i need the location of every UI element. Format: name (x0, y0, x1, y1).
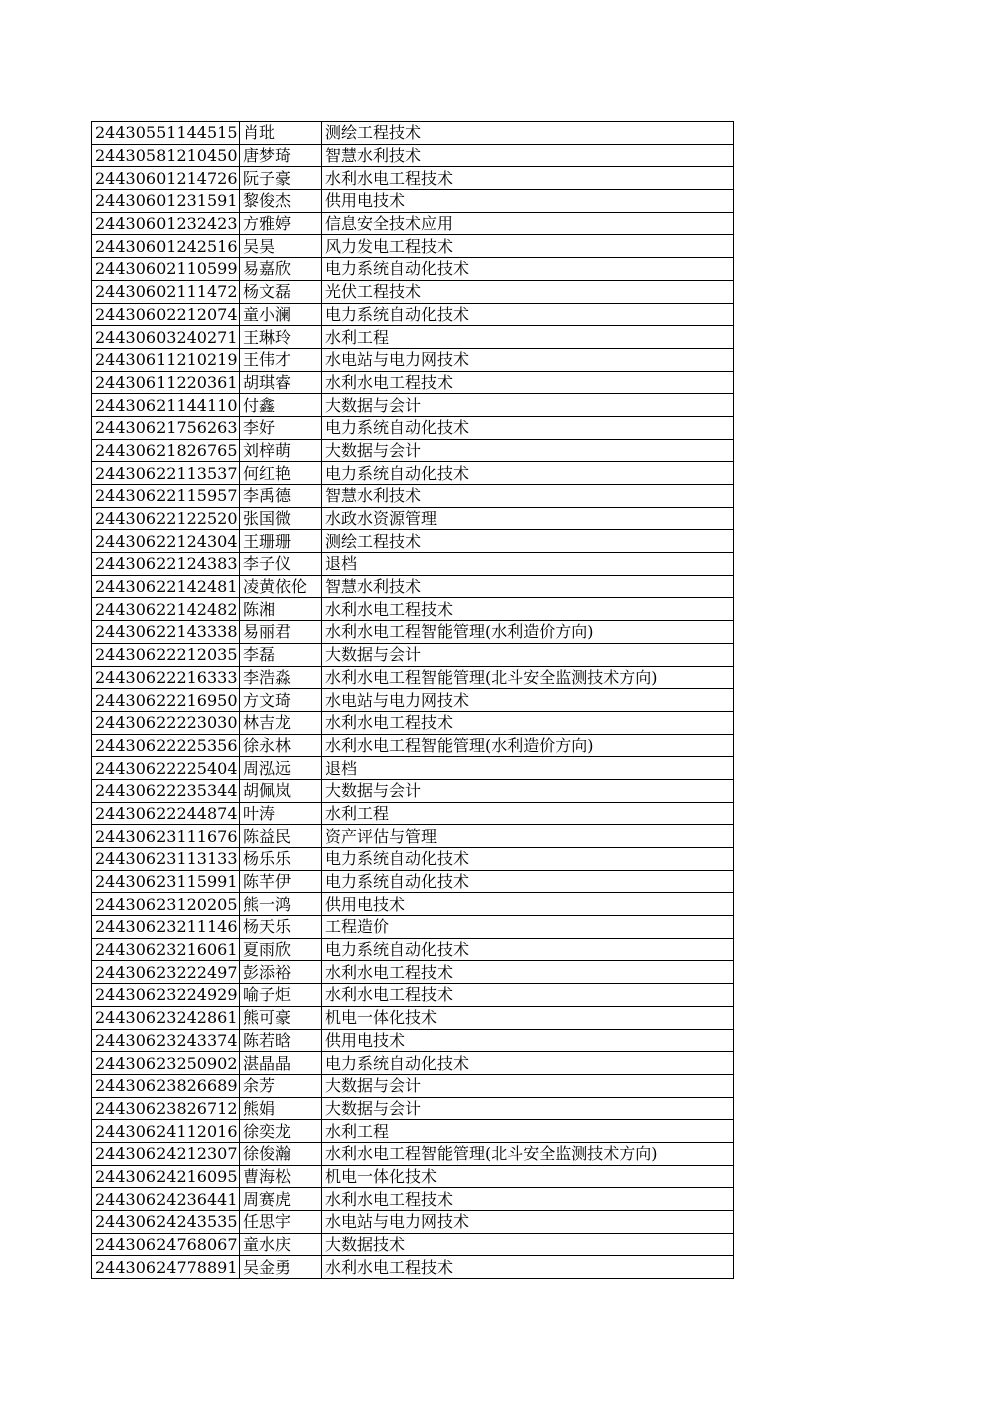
major-cell: 光伏工程技术 (322, 280, 734, 303)
table-row (92, 734, 734, 757)
student-name-cell: 徐俊瀚 (240, 1142, 322, 1165)
student-id-cell: 24430623826712 (92, 1097, 240, 1120)
table-row (92, 916, 734, 939)
student-name-cell: 王琳玲 (240, 326, 322, 349)
table-row (92, 779, 734, 802)
student-id-cell: 24430623242861 (92, 1006, 240, 1029)
table-row (92, 621, 734, 644)
major-cell: 退档 (322, 757, 734, 780)
student-name-cell: 何红艳 (240, 462, 322, 485)
student-id-cell: 24430602212074 (92, 303, 240, 326)
table-row (92, 1052, 734, 1075)
student-id-cell: 24430621144110 (92, 394, 240, 417)
table-row (92, 167, 734, 190)
table-row (92, 235, 734, 258)
student-name-cell: 王珊珊 (240, 530, 322, 553)
student-id-cell: 24430621826765 (92, 439, 240, 462)
major-cell: 水利水电工程技术 (322, 711, 734, 734)
table-row (92, 961, 734, 984)
major-cell: 水利水电工程技术 (322, 961, 734, 984)
table-row (92, 1029, 734, 1052)
student-name-cell: 夏雨欣 (240, 938, 322, 961)
student-id-cell: 24430622225356 (92, 734, 240, 757)
student-id-cell: 24430623115991 (92, 870, 240, 893)
major-cell: 水利水电工程技术 (322, 371, 734, 394)
major-cell: 水利水电工程技术 (322, 167, 734, 190)
student-id-cell: 24430624112016 (92, 1120, 240, 1143)
table-row (92, 825, 734, 848)
major-cell: 水电站与电力网技术 (322, 689, 734, 712)
major-cell: 资产评估与管理 (322, 825, 734, 848)
table-row (92, 258, 734, 281)
major-cell: 大数据与会计 (322, 643, 734, 666)
major-cell: 水政水资源管理 (322, 507, 734, 530)
table-row (92, 757, 734, 780)
student-name-cell: 徐永林 (240, 734, 322, 757)
student-id-cell: 24430623216061 (92, 938, 240, 961)
major-cell: 测绘工程技术 (322, 122, 734, 145)
major-cell: 风力发电工程技术 (322, 235, 734, 258)
student-name-cell: 李禹德 (240, 485, 322, 508)
student-id-cell: 24430622216333 (92, 666, 240, 689)
table-row (92, 394, 734, 417)
student-id-cell: 24430622212035 (92, 643, 240, 666)
student-name-cell: 陈芊伊 (240, 870, 322, 893)
student-name-cell: 林吉龙 (240, 711, 322, 734)
table-row (92, 1233, 734, 1256)
major-cell: 水利工程 (322, 1120, 734, 1143)
table-row (92, 326, 734, 349)
student-name-cell: 童水庆 (240, 1233, 322, 1256)
student-id-cell: 24430623243374 (92, 1029, 240, 1052)
student-name-cell: 肖玭 (240, 122, 322, 145)
student-id-cell: 24430624768067 (92, 1233, 240, 1256)
major-cell: 工程造价 (322, 916, 734, 939)
table-row (92, 122, 734, 145)
student-id-cell: 24430622113537 (92, 462, 240, 485)
major-cell: 大数据与会计 (322, 394, 734, 417)
student-name-cell: 刘梓萌 (240, 439, 322, 462)
student-id-cell: 24430601232423 (92, 212, 240, 235)
major-cell: 水利水电工程智能管理(北斗安全监测技术方向) (322, 666, 734, 689)
student-name-cell: 方雅婷 (240, 212, 322, 235)
table-row (92, 848, 734, 871)
table-row (92, 666, 734, 689)
major-cell: 水利工程 (322, 326, 734, 349)
student-name-cell: 付鑫 (240, 394, 322, 417)
student-name-cell: 吴金勇 (240, 1256, 322, 1279)
major-cell: 智慧水利技术 (322, 575, 734, 598)
table-row (92, 371, 734, 394)
major-cell: 大数据技术 (322, 1233, 734, 1256)
major-cell: 供用电技术 (322, 1029, 734, 1052)
student-name-cell: 凌黄依伦 (240, 575, 322, 598)
table-row (92, 802, 734, 825)
student-id-cell: 24430624236441 (92, 1188, 240, 1211)
student-id-cell: 24430601214726 (92, 167, 240, 190)
table-row (92, 1006, 734, 1029)
student-id-cell: 24430622216950 (92, 689, 240, 712)
student-name-cell: 李磊 (240, 643, 322, 666)
table-row (92, 1256, 734, 1279)
table-row (92, 643, 734, 666)
student-id-cell: 24430602111472 (92, 280, 240, 303)
student-id-cell: 24430622124383 (92, 553, 240, 576)
major-cell: 电力系统自动化技术 (322, 462, 734, 485)
student-name-cell: 彭添裕 (240, 961, 322, 984)
table-row (92, 938, 734, 961)
student-name-cell: 黎俊杰 (240, 190, 322, 213)
student-id-cell: 24430581210450 (92, 144, 240, 167)
table-row (92, 1211, 734, 1234)
major-cell: 智慧水利技术 (322, 144, 734, 167)
table-row (92, 212, 734, 235)
student-id-cell: 24430621756263 (92, 416, 240, 439)
student-id-cell: 24430611210219 (92, 348, 240, 371)
student-id-cell: 24430622142482 (92, 598, 240, 621)
table-row (92, 893, 734, 916)
student-name-cell: 杨天乐 (240, 916, 322, 939)
major-cell: 大数据与会计 (322, 1097, 734, 1120)
major-cell: 水利水电工程技术 (322, 984, 734, 1007)
table-row (92, 1188, 734, 1211)
student-id-cell: 24430622142481 (92, 575, 240, 598)
table-row (92, 530, 734, 553)
student-id-cell: 24430624212307 (92, 1142, 240, 1165)
student-name-cell: 易丽君 (240, 621, 322, 644)
major-cell: 电力系统自动化技术 (322, 416, 734, 439)
table-row (92, 462, 734, 485)
student-name-cell: 徐奕龙 (240, 1120, 322, 1143)
major-cell: 供用电技术 (322, 893, 734, 916)
student-name-cell: 周赛虎 (240, 1188, 322, 1211)
table-row (92, 348, 734, 371)
major-cell: 供用电技术 (322, 190, 734, 213)
student-name-cell: 余芳 (240, 1074, 322, 1097)
major-cell: 电力系统自动化技术 (322, 870, 734, 893)
major-cell: 大数据与会计 (322, 1074, 734, 1097)
student-name-cell: 曹海松 (240, 1165, 322, 1188)
student-id-cell: 24430622122520 (92, 507, 240, 530)
major-cell: 信息安全技术应用 (322, 212, 734, 235)
table-row (92, 190, 734, 213)
table-row (92, 984, 734, 1007)
student-id-cell: 24430622124304 (92, 530, 240, 553)
table-row (92, 711, 734, 734)
student-id-cell: 24430623222497 (92, 961, 240, 984)
major-cell: 水利水电工程技术 (322, 1188, 734, 1211)
major-cell: 机电一体化技术 (322, 1006, 734, 1029)
student-name-cell: 熊娟 (240, 1097, 322, 1120)
table-row (92, 1165, 734, 1188)
table-row (92, 303, 734, 326)
table-row (92, 416, 734, 439)
major-cell: 智慧水利技术 (322, 485, 734, 508)
student-id-cell: 24430622143338 (92, 621, 240, 644)
table-row (92, 507, 734, 530)
student-name-cell: 周泓远 (240, 757, 322, 780)
student-name-cell: 易嘉欣 (240, 258, 322, 281)
student-id-cell: 24430602110599 (92, 258, 240, 281)
major-cell: 水利水电工程智能管理(水利造价方向) (322, 621, 734, 644)
student-id-cell: 24430623120205 (92, 893, 240, 916)
student-name-cell: 吴昊 (240, 235, 322, 258)
table-row (92, 598, 734, 621)
student-name-cell: 叶涛 (240, 802, 322, 825)
table-row (92, 1097, 734, 1120)
student-id-cell: 24430622223030 (92, 711, 240, 734)
table-body (92, 122, 734, 1279)
student-name-cell: 方文琦 (240, 689, 322, 712)
student-name-cell: 李子仪 (240, 553, 322, 576)
major-cell: 水利工程 (322, 802, 734, 825)
major-cell: 退档 (322, 553, 734, 576)
student-id-cell: 24430624778891 (92, 1256, 240, 1279)
table-row (92, 1074, 734, 1097)
table-row (92, 439, 734, 462)
student-id-cell: 24430603240271 (92, 326, 240, 349)
table-row (92, 870, 734, 893)
student-name-cell: 阮子豪 (240, 167, 322, 190)
table-row (92, 575, 734, 598)
student-name-cell: 陈益民 (240, 825, 322, 848)
student-name-cell: 湛晶晶 (240, 1052, 322, 1075)
major-cell: 电力系统自动化技术 (322, 848, 734, 871)
student-admission-table (91, 121, 734, 1279)
table-row (92, 553, 734, 576)
student-id-cell: 24430623250902 (92, 1052, 240, 1075)
student-id-cell: 24430624216095 (92, 1165, 240, 1188)
table-row (92, 144, 734, 167)
student-id-cell: 24430623224929 (92, 984, 240, 1007)
major-cell: 水利水电工程智能管理(水利造价方向) (322, 734, 734, 757)
student-id-cell: 24430611220361 (92, 371, 240, 394)
student-name-cell: 陈若晗 (240, 1029, 322, 1052)
student-name-cell: 陈湘 (240, 598, 322, 621)
table-row (92, 280, 734, 303)
student-id-cell: 24430622244874 (92, 802, 240, 825)
student-name-cell: 张国微 (240, 507, 322, 530)
student-name-cell: 杨文磊 (240, 280, 322, 303)
table-row (92, 1120, 734, 1143)
student-id-cell: 24430623211146 (92, 916, 240, 939)
major-cell: 水电站与电力网技术 (322, 348, 734, 371)
student-name-cell: 李浩淼 (240, 666, 322, 689)
student-name-cell: 王伟才 (240, 348, 322, 371)
student-name-cell: 熊可豪 (240, 1006, 322, 1029)
student-id-cell: 24430623113133 (92, 848, 240, 871)
table-row (92, 1142, 734, 1165)
major-cell: 水电站与电力网技术 (322, 1211, 734, 1234)
student-id-cell: 24430623826689 (92, 1074, 240, 1097)
major-cell: 机电一体化技术 (322, 1165, 734, 1188)
student-name-cell: 童小澜 (240, 303, 322, 326)
student-id-cell: 24430623111676 (92, 825, 240, 848)
table-row (92, 689, 734, 712)
major-cell: 大数据与会计 (322, 779, 734, 802)
student-id-cell: 24430622115957 (92, 485, 240, 508)
student-name-cell: 喻子炬 (240, 984, 322, 1007)
student-id-cell: 24430551144515 (92, 122, 240, 145)
student-name-cell: 唐梦琦 (240, 144, 322, 167)
student-id-cell: 24430624243535 (92, 1211, 240, 1234)
student-id-cell: 24430622235344 (92, 779, 240, 802)
major-cell: 水利水电工程智能管理(北斗安全监测技术方向) (322, 1142, 734, 1165)
major-cell: 电力系统自动化技术 (322, 258, 734, 281)
student-name-cell: 熊一鸿 (240, 893, 322, 916)
student-name-cell: 胡琪睿 (240, 371, 322, 394)
student-id-cell: 24430601231591 (92, 190, 240, 213)
major-cell: 测绘工程技术 (322, 530, 734, 553)
table-row (92, 485, 734, 508)
student-id-cell: 24430601242516 (92, 235, 240, 258)
major-cell: 水利水电工程技术 (322, 1256, 734, 1279)
student-name-cell: 杨乐乐 (240, 848, 322, 871)
student-name-cell: 李好 (240, 416, 322, 439)
major-cell: 电力系统自动化技术 (322, 1052, 734, 1075)
student-name-cell: 任思宇 (240, 1211, 322, 1234)
major-cell: 大数据与会计 (322, 439, 734, 462)
major-cell: 水利水电工程技术 (322, 598, 734, 621)
student-name-cell: 胡佩岚 (240, 779, 322, 802)
major-cell: 电力系统自动化技术 (322, 303, 734, 326)
major-cell: 电力系统自动化技术 (322, 938, 734, 961)
student-id-cell: 24430622225404 (92, 757, 240, 780)
